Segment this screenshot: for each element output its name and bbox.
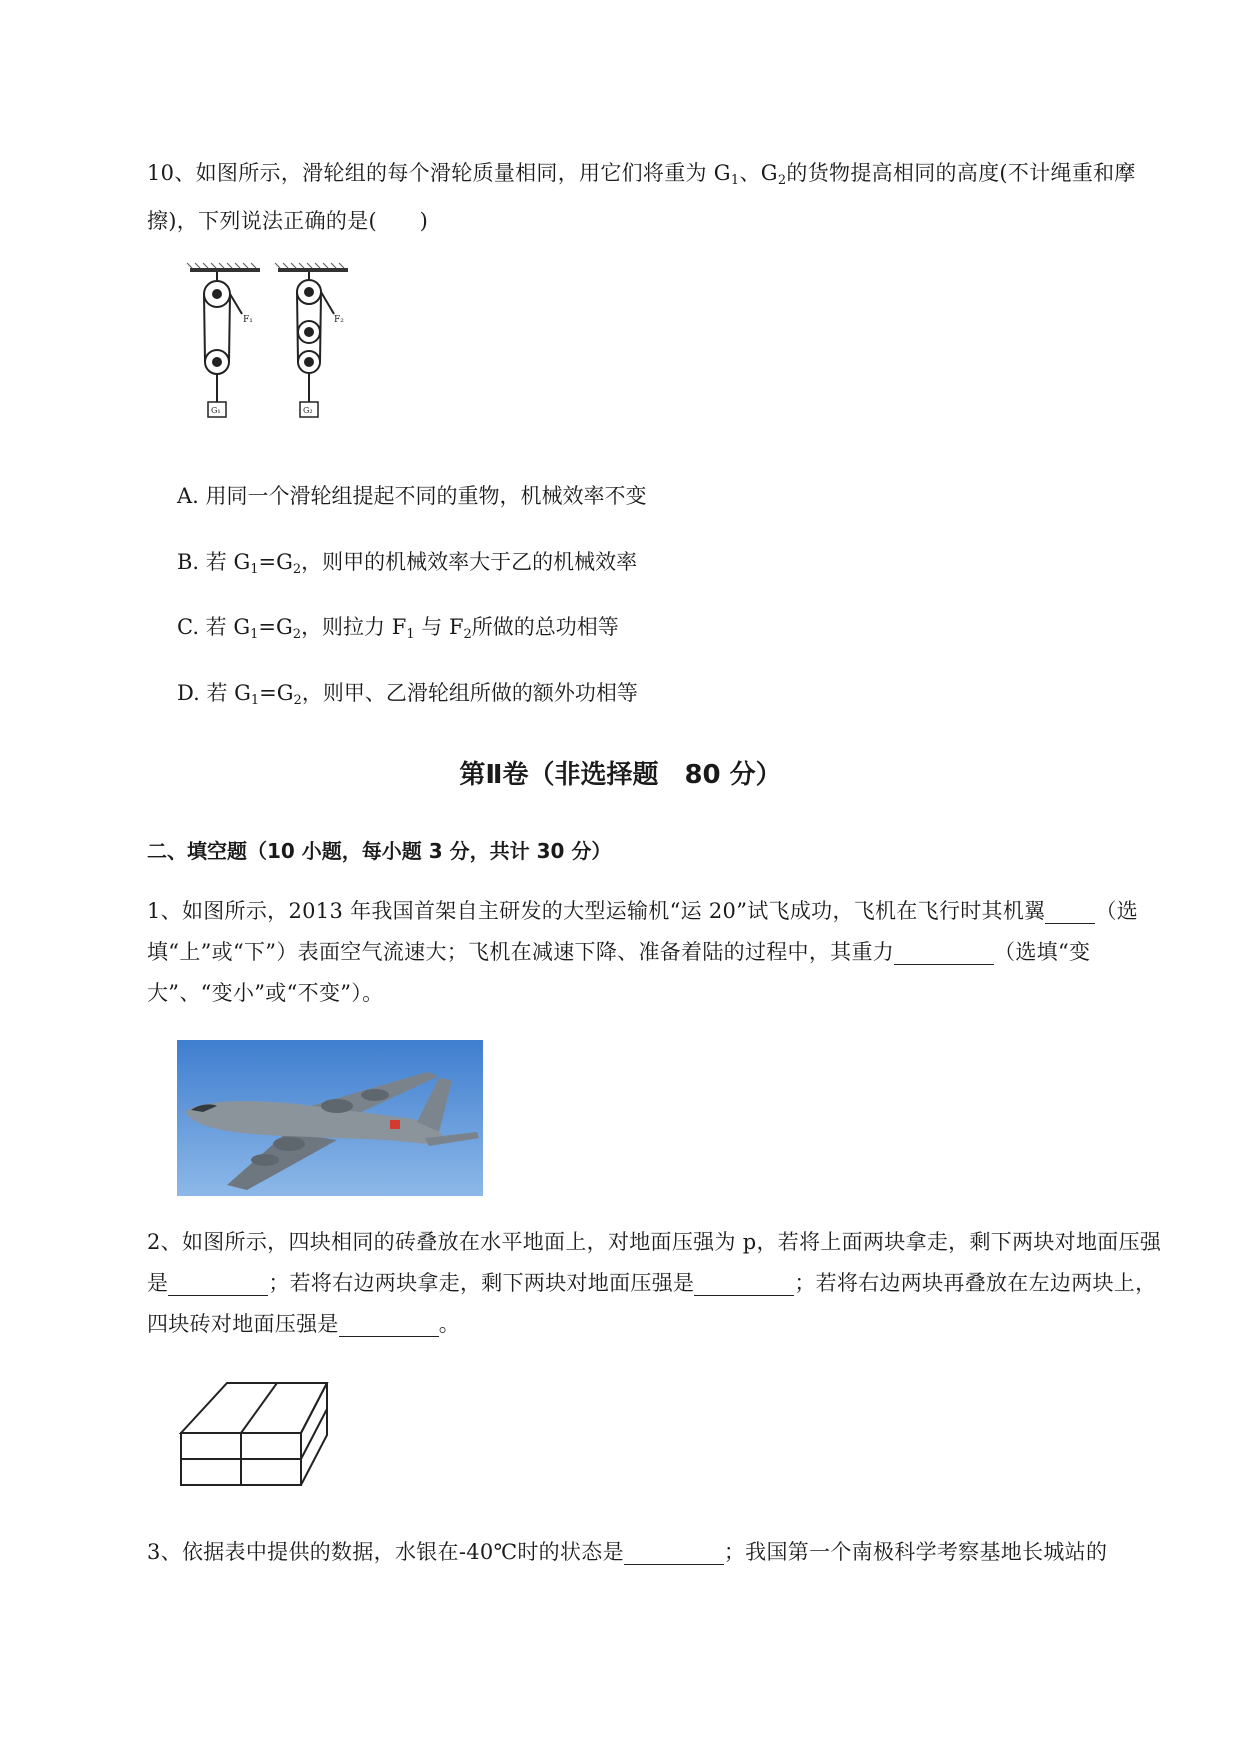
option-c[interactable]: C. 若 $G_1=G_2$，则拉力 $F_1$ 与 $F_2$所做的总功相等 — [177, 615, 619, 642]
option-a[interactable]: A. 用同一个滑轮组提起不同的重物，机械效率不变 — [177, 484, 647, 508]
pulley-system-right-icon — [297, 272, 334, 417]
question-2-stem: 2、如图所示，四块相同的砖叠放在水平地面上，对地面压强为 p，若将上面两块拿走，剩下两块对地面压强是 ；若将右边两块拿走，剩下两块对地面压强是 ；若将右边两块再叠放在左边两块上，四块砖对地面压强是 。 — [147, 1230, 1162, 1336]
pulley-figure — [170, 262, 370, 442]
pulley-system-left-icon — [204, 272, 242, 417]
weight-g2-label: G₂ — [303, 406, 313, 415]
force-f1-label: F₁ — [243, 315, 253, 325]
option-b[interactable]: B. 若 $G_1=G_2$，则甲的机械效率大于乙的机械效率 — [177, 550, 638, 577]
transport-plane-photo — [177, 1040, 483, 1196]
section-heading: 二、填空题（10 小题，每小题 3 分，共计 30 分） — [147, 839, 612, 863]
question-10-stem: 10、如图所示，滑轮组的每个滑轮质量相同，用它们将重为 $G_1$、$G_2$的货物提高相同的高度(不计绳重和摩擦)，下列说法正确的是( ) — [147, 161, 1136, 233]
bricks-icon — [181, 1383, 327, 1485]
answer-blank[interactable] — [339, 1310, 439, 1337]
ceiling-left-icon — [187, 263, 260, 272]
section-title: 第Ⅱ卷（非选择题 80 分） — [459, 760, 782, 790]
answer-blank[interactable] — [894, 938, 994, 965]
answer-blank[interactable] — [168, 1269, 268, 1296]
answer-blank[interactable] — [694, 1269, 794, 1296]
weight-g1-label: G₁ — [211, 406, 221, 415]
answer-blank[interactable] — [1045, 897, 1095, 924]
ceiling-right-icon — [275, 263, 348, 272]
option-d[interactable]: D. 若 $G_1=G_2$，则甲、乙滑轮组所做的额外功相等 — [177, 681, 638, 708]
force-f2-label: F₂ — [334, 315, 344, 325]
stacked-bricks-figure — [175, 1375, 335, 1495]
question-3-stem: 3、依据表中提供的数据，水银在-40℃时的状态是 ；我国第一个南极科学考察基地长城站的 — [147, 1540, 1108, 1564]
answer-blank[interactable] — [624, 1538, 724, 1565]
question-1-stem: 1、如图所示，2013 年我国首架自主研发的大型运输机“运 20”试飞成功，飞机在飞行时其机翼 （选填“上”或“下”）表面空气流速大；飞机在减速下降、准备着陆的过程中，其重力 （选填“变大”、“变小”或“不变”）。 — [147, 899, 1139, 1005]
